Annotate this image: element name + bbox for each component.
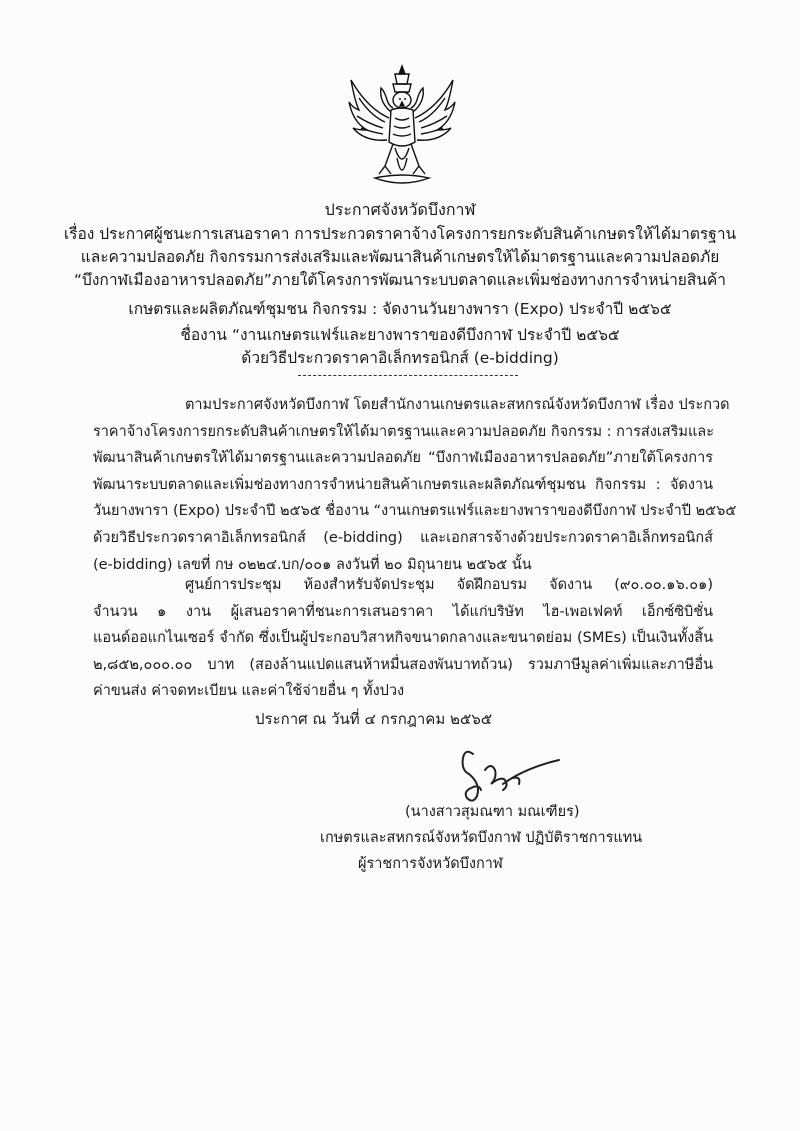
- subject-line: “บึงกาฬเมืองอาหารปลอดภัย”ภายใต้โครงการพัฒนาระบบตลาดและเพิ่มช่องทางการจำหน่ายสินค้า: [74, 271, 726, 289]
- announcement-date: ประกาศ ณ วันที่ ๔ กรกฎาคม ๒๕๖๕: [255, 710, 493, 728]
- garuda-emblem-icon: [345, 62, 460, 190]
- paragraph-line: แอนด์ออแกไนเซอร์ จำกัด ซึ่งเป็นผู้ประกอบวิสาหกิจขนาดกลางและขนาดย่อม (SMEs) เป็นเงินทั้งสิ้น: [93, 630, 713, 647]
- paragraph-line: ๒,๘๕๒,๐๐๐.๐๐ บาท (สองล้านแปดแสนห้าหมื่นสองพันบาทถ้วน) รวมภาษีมูลค่าเพิ่มและภาษีอื่น: [93, 656, 713, 673]
- announcement-title: ประกาศจังหวัดบึงกาฬ: [324, 200, 476, 219]
- paragraph-line: จำนวน ๑ งาน ผู้เสนอราคาที่ชนะการเสนอราคา ได้แก่บริษัท ไฮ-เพอเฟคท์ เอ็กซ์ซิบิชั่น: [93, 603, 713, 620]
- subject-line: ชื่องาน “งานเกษตรแฟร์และยางพาราของดีบึงกาฬ ประจำปี ๒๕๖๕: [180, 326, 620, 344]
- paragraph-line: ตามประกาศจังหวัดบึงกาฬ โดยสำนักงานเกษตรและสหกรณ์จังหวัดบึงกาฬ เรื่อง ประกวด: [185, 397, 730, 413]
- subject-line: เกษตรและผลิตภัณฑ์ชุมชน กิจกรรม : จัดงานวันยางพารา (Expo) ประจำปี ๒๕๖๕: [128, 300, 672, 318]
- signatory-position: ผู้ราชการจังหวัดบึงกาฬ: [358, 856, 503, 872]
- paragraph-line: ศูนย์การประชุม ห้องสำหรับจัดประชุม จัดฝึกอบรม จัดงาน (๙๐.๐๐.๑๖.๐๑): [185, 577, 713, 593]
- paragraph-2: [93, 572, 713, 705]
- paragraph-line: ราคาจ้างโครงการยกระดับสินค้าเกษตรให้ได้มาตรฐานและความปลอดภัย กิจกรรม : การส่งเสริมและ: [93, 423, 714, 440]
- signatory-name: (นางสาวสุมณฑา มณเฑียร): [405, 804, 580, 820]
- paragraph-1: [93, 392, 737, 578]
- paragraph-line: พัฒนาระบบตลาดและเพิ่มช่องทางการจำหน่ายสินค้าเกษตรและผลิตภัณฑ์ชุมชน กิจกรรม : จัดงาน: [93, 476, 713, 493]
- subject-line: เรื่อง ประกาศผู้ชนะการเสนอราคา การประกวดราคาจ้างโครงการยกระดับสินค้าเกษตรให้ได้มาตรฐาน: [63, 225, 737, 243]
- paragraph-line: (e-bidding) เลขที่ กษ ๐๒๒๔.บก/๐๐๑ ลงวันที่ ๒๐ มิถุนายน ๒๕๖๕ นั้น: [93, 556, 532, 573]
- divider: [298, 375, 518, 376]
- subject-line: และความปลอดภัย กิจกรรมการส่งเสริมและพัฒนาสินค้าเกษตรให้ได้มาตรฐานและความปลอดภัย: [80, 248, 720, 266]
- paragraph-line: ด้วยวิธีประกวดราคาอิเล็กทรอนิกส์ (e-bidding) และเอกสารจ้างด้วยประกวดราคาอิเล็กทรอนิกส์: [93, 529, 713, 546]
- signatory-position: เกษตรและสหกรณ์จังหวัดบึงกาฬ ปฏิบัติราชการแทน: [320, 830, 643, 846]
- subject-line: ด้วยวิธีประกวดราคาอิเล็กทรอนิกส์ (e-bidding): [241, 349, 559, 367]
- paragraph-line: พัฒนาสินค้าเกษตรให้ได้มาตรฐานและความปลอดภัย “บึงกาฬเมืองอาหารปลอดภัย”ภายใต้โครงการ: [93, 450, 713, 467]
- paragraph-line: ค่าขนส่ง ค่าจดทะเบียน และค่าใช้จ่ายอื่น ๆ ทั้งปวง: [93, 683, 405, 700]
- paragraph-line: วันยางพารา (Expo) ประจำปี ๒๕๖๕ ชื่องาน “งานเกษตรแฟร์และยางพาราของดีบึงกาฬ ประจำปี ๒๕๖๕: [93, 503, 737, 520]
